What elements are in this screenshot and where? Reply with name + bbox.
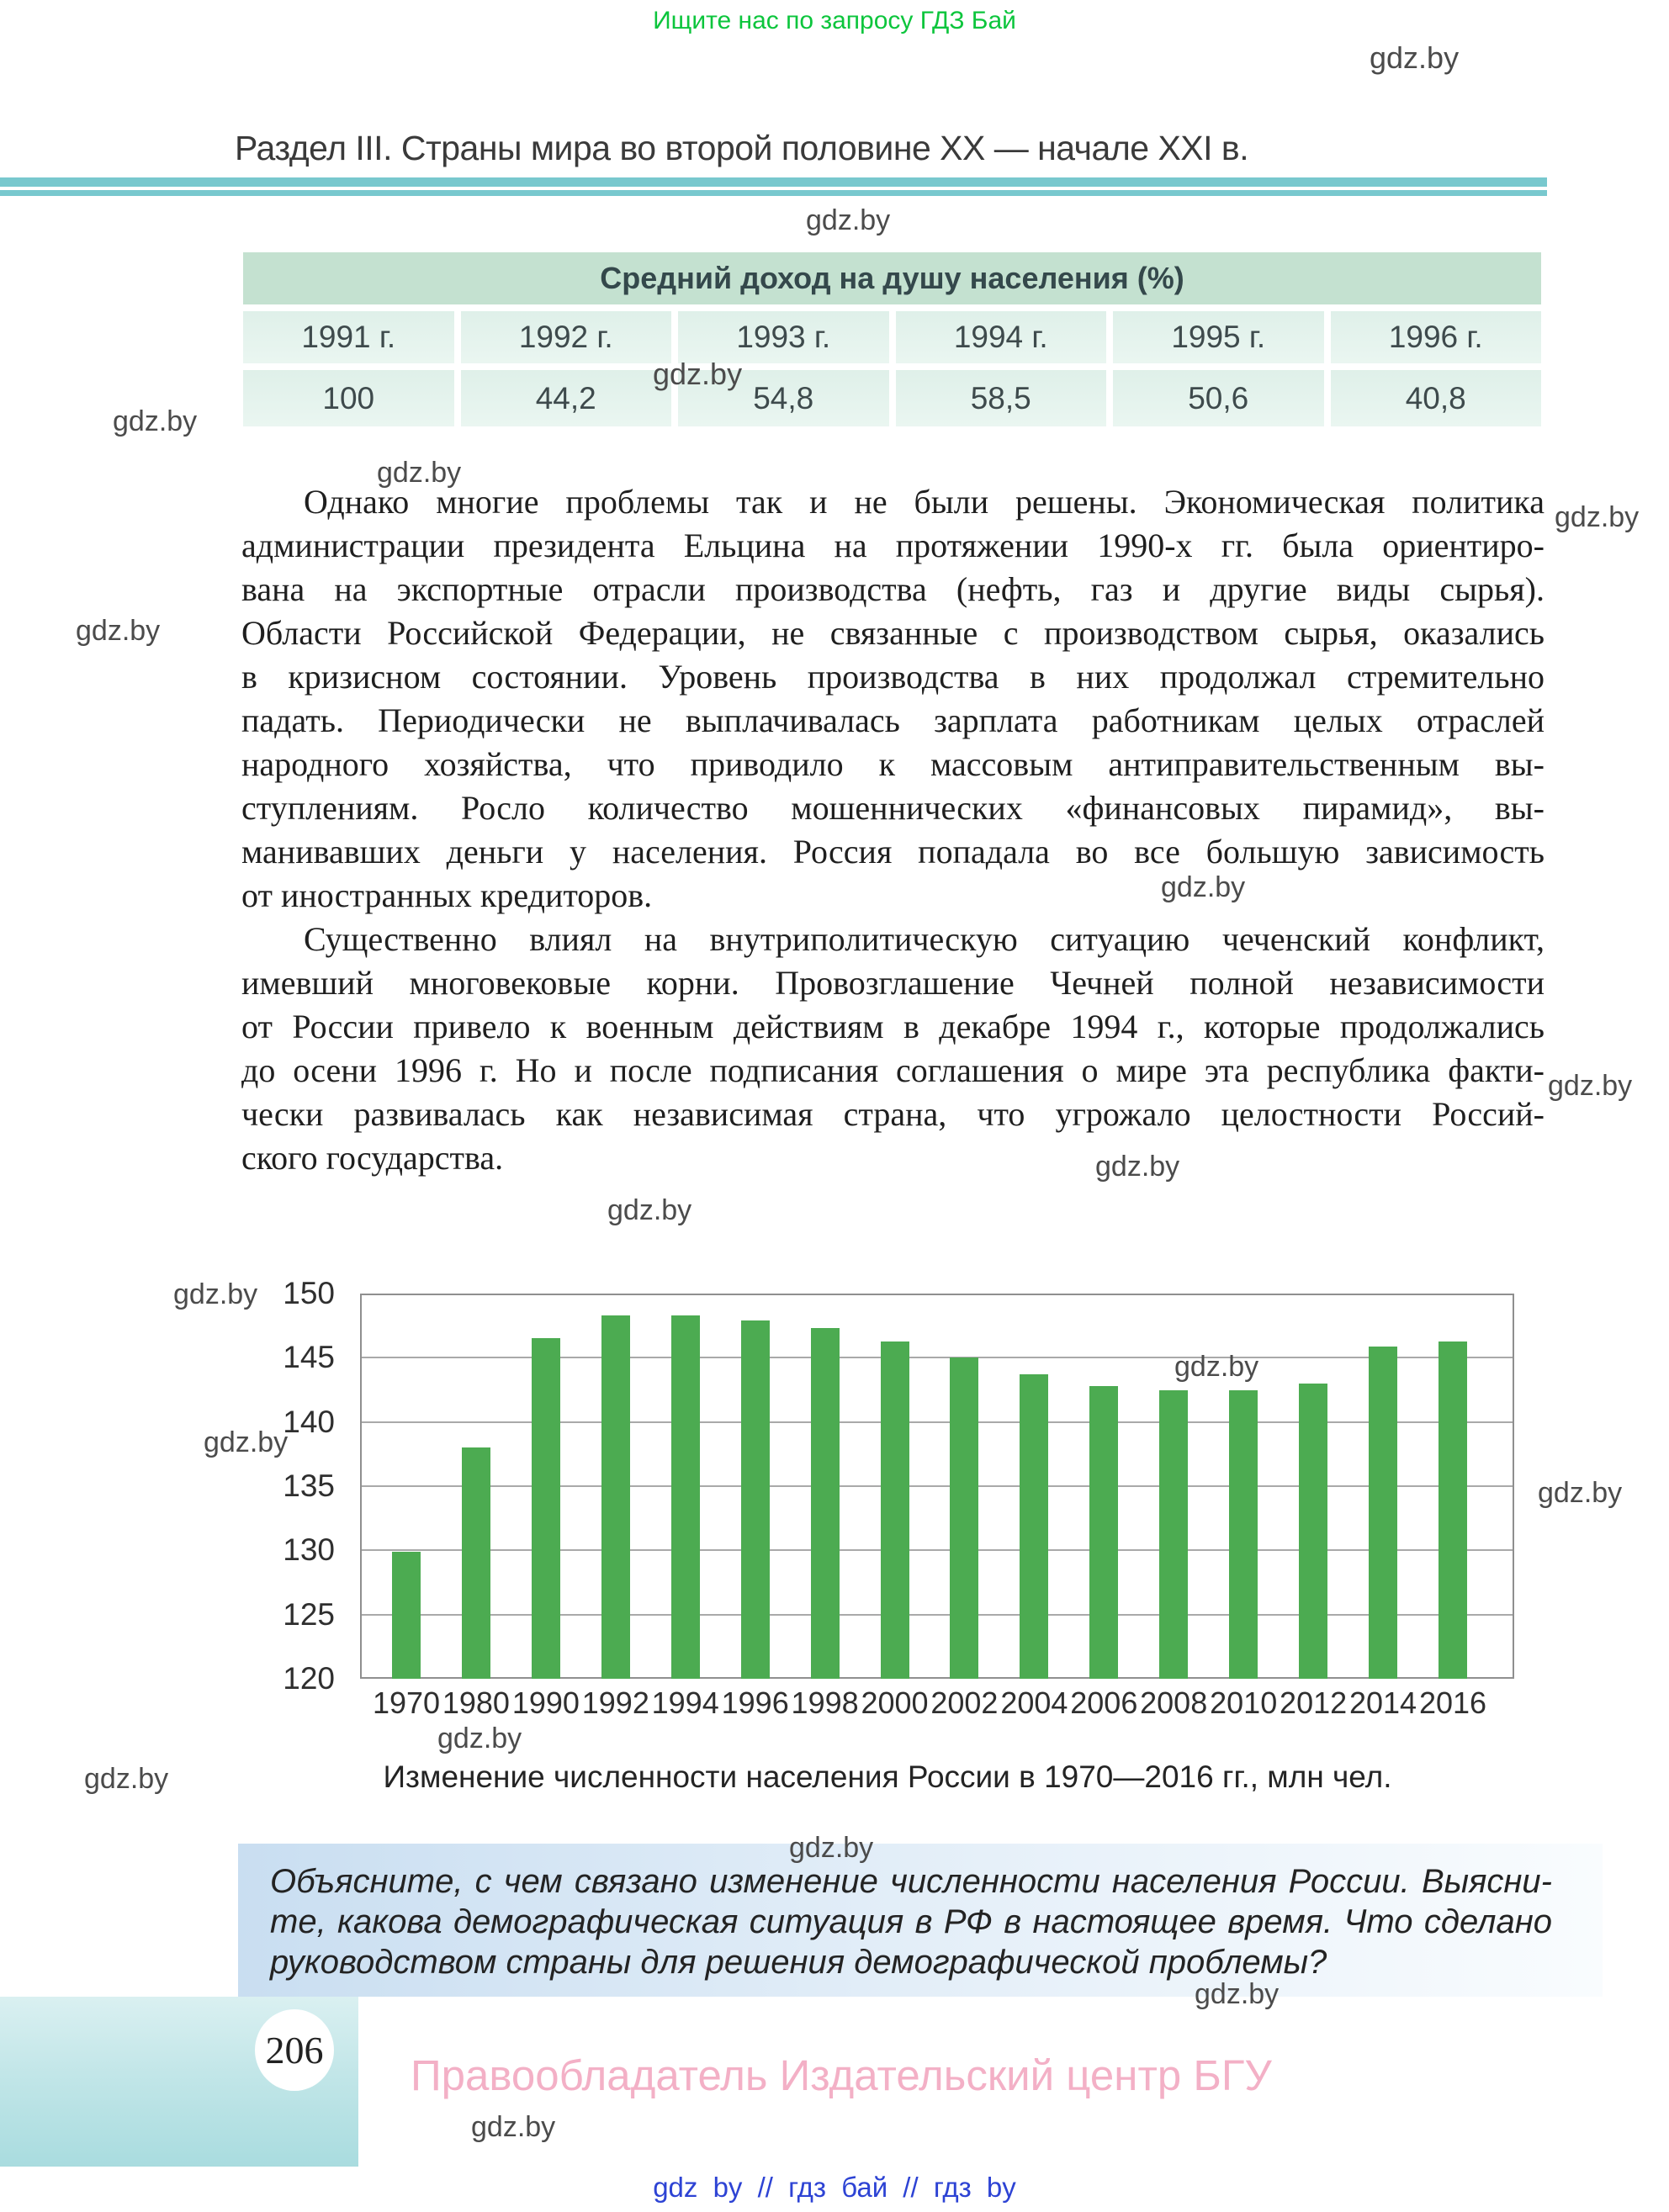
watermark: gdz.by — [806, 204, 891, 236]
paragraph-line: имевший многовековые корни. Провозглашение Чечней полной независимости — [241, 964, 1544, 1002]
chart-bar — [462, 1447, 490, 1679]
income-table-year-cell: 1995 г. — [1113, 311, 1324, 363]
income-table-value-cell: 100 — [243, 370, 454, 426]
divider-rule-bottom — [0, 190, 1547, 196]
income-table-value-cell: 50,6 — [1113, 370, 1324, 426]
chart-caption: Изменение численности населения России в 1970—2016 гг., млн чел. — [383, 1760, 1392, 1794]
paragraph-line: падать. Периодически не выплачивалась зарплата работникам целых отраслей — [241, 701, 1544, 739]
copyright-text: Правообладатель Издательский центр БГУ — [411, 2051, 1272, 2099]
watermark: gdz.by — [437, 1723, 522, 1754]
question-box-line: те, какова демографическая ситуация в РФ в настоящее время. Что сделано — [270, 1903, 1552, 1940]
chart-x-tick-label: 1992 — [581, 1685, 649, 1720]
chart-x-tick-label: 2010 — [1210, 1685, 1278, 1720]
chart-bar — [1439, 1341, 1467, 1680]
paragraph-line: народного хозяйства, что приводило к массовым антиправительственным вы- — [241, 745, 1544, 783]
chart-y-tick-label: 140 — [283, 1404, 335, 1439]
paragraph-line: Существенно влиял на внутриполитическую ситуацию чеченский конфликт, — [304, 920, 1544, 958]
chart-x-tick-label: 2006 — [1070, 1685, 1138, 1720]
paragraph-line: Области Российской Федерации, не связанные с производством сырья, оказались — [241, 614, 1544, 652]
income-table-year-cell: 1992 г. — [461, 311, 672, 363]
chart-x-tick-label: 1970 — [372, 1685, 441, 1720]
watermark: gdz.by — [1370, 40, 1460, 75]
chart-x-tick-label: 2016 — [1418, 1685, 1487, 1720]
paragraph-line: в кризисном состоянии. Уровень производства в них продолжал стремительно — [241, 658, 1544, 696]
chart-bar — [1229, 1390, 1258, 1680]
paragraph-line: Однако многие проблемы так и не были решены. Экономическая политика — [304, 483, 1544, 521]
paragraph-line: ступлениям. Росло количество мошеннических «финансовых пирамид», вы- — [241, 789, 1544, 827]
chart-y-tick-label: 135 — [283, 1468, 335, 1503]
income-table-year-cell: 1996 г. — [1331, 311, 1542, 363]
chart-y-tick-label: 130 — [283, 1532, 335, 1568]
chart-y-tick-label: 150 — [283, 1276, 335, 1310]
paragraph-line: администрации президента Ельцина на протяжении 1990-х гг. была ориентиро- — [241, 527, 1544, 564]
question-box-line: Объясните, с чем связано изменение численности населения России. Выясни- — [270, 1863, 1552, 1900]
chart-x-tick-label: 2014 — [1348, 1685, 1417, 1720]
income-table-title: Средний доход на душу населения (%) — [243, 252, 1541, 304]
income-table-value-cell: 44,2 — [461, 370, 672, 426]
chart-y-tick-label: 120 — [283, 1661, 335, 1696]
watermark: gdz.by — [1555, 501, 1640, 533]
chart-x-tick-label: 1998 — [791, 1685, 859, 1720]
paragraph-line: от иностранных кредиторов. — [241, 876, 653, 914]
watermark: gdz.by — [1161, 871, 1246, 903]
watermark: gdz.by — [1548, 1070, 1633, 1102]
chart-bar — [741, 1320, 770, 1679]
paragraph-line: чески развивалась как независимая страна, что угрожало целостности Россий- — [241, 1095, 1544, 1133]
watermark: gdz.by — [471, 2111, 556, 2143]
chart-bar — [601, 1315, 630, 1679]
chart-x-tick-label: 2000 — [861, 1685, 929, 1720]
paragraph-line: вана на экспортные отрасли производства (нефть, газ и другие виды сырья). — [241, 570, 1544, 608]
promo-banner: Ищите нас по запросу ГДЗ Бай — [653, 7, 1016, 34]
chart-bar — [1159, 1390, 1188, 1680]
chart-x-tick-label: 2012 — [1280, 1685, 1348, 1720]
watermark: gdz.by — [113, 405, 198, 437]
paragraph-line: до осени 1996 г. Но и после подписания соглашения о мире эта республика факти- — [241, 1051, 1544, 1089]
chart-y-tick-label: 145 — [283, 1340, 335, 1375]
section-title: Раздел III. Страны мира во второй половине XX — начале XXI в. — [235, 129, 1249, 167]
watermark: gdz.by — [84, 1763, 169, 1795]
watermark: gdz.by — [607, 1194, 692, 1226]
chart-bar — [1020, 1374, 1048, 1679]
income-table-value-cell: 54,8 — [678, 370, 889, 426]
question-box-text — [270, 1861, 1552, 1982]
income-table-year-cell: 1991 г. — [243, 311, 454, 363]
divider-rule-top — [0, 177, 1547, 187]
income-table — [243, 252, 1541, 426]
income-table-value-cell: 40,8 — [1331, 370, 1542, 426]
chart-bar — [392, 1552, 421, 1679]
chart-x-tick-label: 2004 — [1000, 1685, 1068, 1720]
chart-x-tick-label: 1994 — [651, 1685, 719, 1720]
income-table-value-cell: 58,5 — [896, 370, 1107, 426]
chart-x-tick-label: 1980 — [442, 1685, 510, 1720]
watermark: gdz.by — [1174, 1351, 1259, 1383]
watermark: gdz.by — [204, 1426, 289, 1458]
watermark: gdz.by — [1538, 1477, 1623, 1509]
question-box-line: руководством страны для решения демографической проблемы? — [270, 1944, 1327, 1981]
chart-bar — [1369, 1347, 1397, 1679]
chart-bar — [950, 1357, 978, 1679]
body-text — [241, 480, 1544, 1180]
watermark: gdz.by — [1195, 1978, 1280, 2010]
chart-bar — [811, 1328, 840, 1679]
chart-bar — [532, 1338, 560, 1679]
chart-x-tick-label: 2002 — [930, 1685, 999, 1720]
chart-x-tick-label: 2008 — [1140, 1685, 1208, 1720]
watermark: gdz.by — [1095, 1151, 1180, 1183]
chart-bar — [1089, 1386, 1118, 1679]
watermark: gdz.by — [173, 1278, 258, 1310]
watermark: gdz.by — [653, 357, 743, 391]
chart-bar — [1299, 1384, 1327, 1679]
chart-bar — [881, 1341, 909, 1680]
paragraph-line: от России привело к военным действиям в декабре 1994 г., которые продолжались — [241, 1008, 1544, 1045]
page-number: 206 — [265, 2029, 324, 2072]
chart-bar — [671, 1315, 700, 1679]
footer-links[interactable]: gdz by // гдз бай // гдз by — [653, 2172, 1016, 2203]
page-number-badge — [255, 2009, 334, 2091]
paragraph-line: ского государства. — [241, 1139, 504, 1177]
chart-x-tick-label: 1990 — [511, 1685, 580, 1720]
watermark: gdz.by — [76, 615, 161, 647]
income-table-year-cell: 1994 г. — [896, 311, 1107, 363]
chart-y-tick-label: 125 — [283, 1596, 335, 1632]
watermark: gdz.by — [789, 1832, 874, 1864]
watermark: gdz.by — [377, 457, 462, 489]
income-table-year-cell: 1993 г. — [678, 311, 889, 363]
chart-x-tick-label: 1996 — [721, 1685, 789, 1720]
paragraph-line: манивавших деньги у населения. Россия попадала во все большую зависимость — [241, 833, 1544, 871]
